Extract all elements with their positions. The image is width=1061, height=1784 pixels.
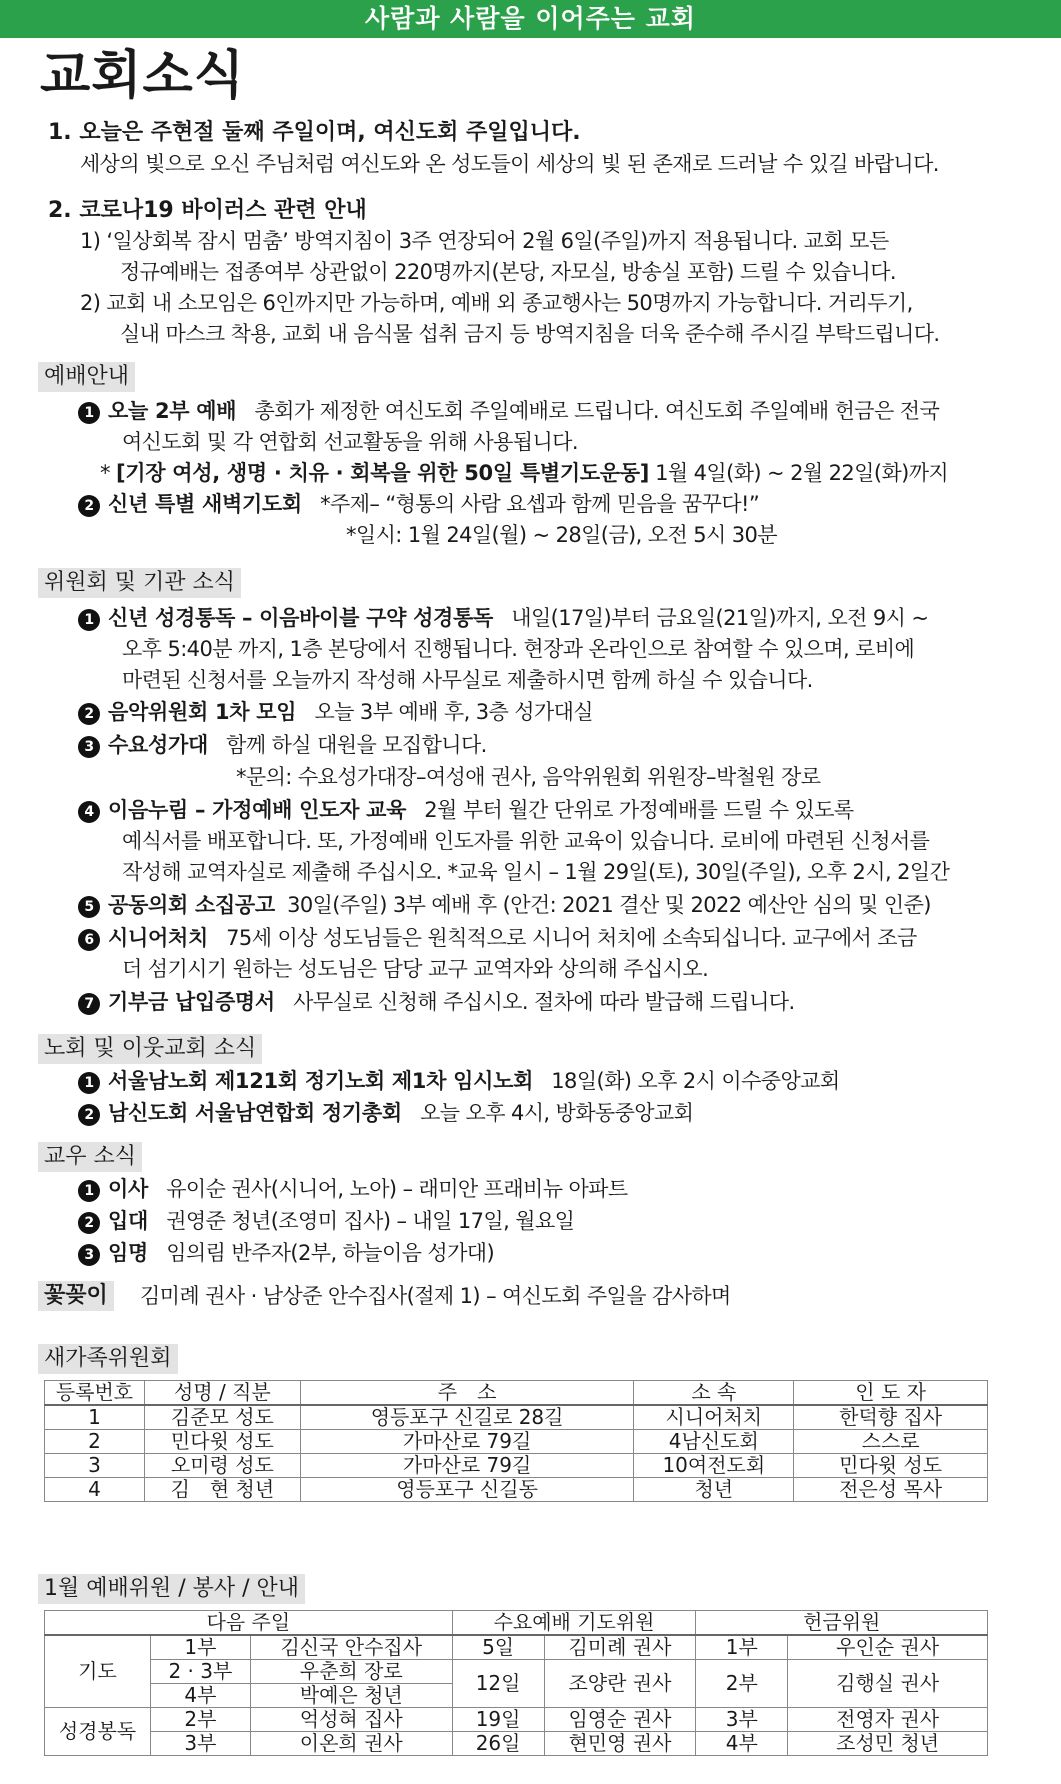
table-header-row [45, 1381, 988, 1406]
item-text: 함께 하실 대원을 모집합니다. [226, 733, 487, 757]
item-text: 사무실로 신청해 주십시오. 절차에 따라 발급해 드립니다. [293, 990, 795, 1014]
item-text: 오늘 3부 예배 후, 3층 성가대실 [314, 700, 593, 724]
members-heading: 교우 소식 [38, 1142, 142, 1172]
presbytery-item-1 [78, 1066, 840, 1097]
star-mark: * [100, 461, 116, 485]
cell: 10여전도회 [634, 1454, 794, 1478]
notice-number: 1. [48, 120, 72, 145]
worship-heading: 예배안내 [38, 362, 135, 392]
notice-1-line: 세상의 빛으로 오신 주님처럼 여신도와 온 성도들이 세상의 빛 된 존재로 드러날 수 있길 바랍니다. [80, 152, 939, 176]
notice-2-line: 정규예배는 접종여부 상관없이 220명까지(본당, 자모실, 방송실 포함) 드릴 수 있습니다. [120, 260, 897, 284]
cell: 1 [45, 1405, 145, 1430]
row-label-prayer: 기도 [45, 1635, 151, 1708]
col-header-next-sunday: 다음 주일 [45, 1611, 453, 1636]
page-title: 교회소식 [40, 45, 245, 106]
committee-item-cont: 예식서를 배포합니다. 또, 가정예배 인도자를 위한 교육이 있습니다. 로비에 마련된 신청서를 [122, 829, 930, 853]
col-header: 성명 / 직분 [144, 1381, 300, 1406]
committee-item-6 [78, 923, 917, 954]
members-item-3 [78, 1238, 494, 1269]
item-text: 30일(주일) 3부 예배 후 (안건: 2021 결산 및 2022 예산안 심의 및 인준) [287, 893, 931, 917]
item-text: *주제– “형통의 사람 요셉과 함께 믿음을 꿈꾸다!” [320, 492, 760, 516]
cell: 현민영 권사 [544, 1732, 696, 1756]
cell: 가마산로 79길 [300, 1430, 634, 1454]
item-title: 입대 [108, 1209, 148, 1233]
members-item-1 [78, 1174, 628, 1205]
cell: 김신국 안수집사 [250, 1635, 452, 1660]
col-header: 인 도 자 [794, 1381, 988, 1406]
number-mark: 7 [78, 993, 100, 1015]
cell: 우춘희 장로 [250, 1660, 452, 1684]
cell: 4부 [696, 1732, 788, 1756]
committee-item-4 [78, 795, 854, 826]
number-mark: 3 [78, 736, 100, 758]
cell: 김행실 권사 [788, 1660, 988, 1708]
presbytery-heading: 노회 및 이웃교회 소식 [38, 1034, 262, 1064]
worship-item-2 [78, 489, 759, 520]
number-mark: 2 [78, 703, 100, 725]
worship-item-cont: 여신도회 및 각 연합회 선교활동을 위해 사용됩니다. [122, 430, 578, 454]
committee-item-3 [78, 730, 487, 761]
cell: 2부 [696, 1660, 788, 1708]
worship-item-1 [78, 396, 939, 427]
notice-title-text: 오늘은 주현절 둘째 주일이며, 여신도회 주일입니다. [79, 120, 581, 145]
presbytery-item-2 [78, 1098, 693, 1129]
item-text: 유이순 권사(시니어, 노아) – 래미안 프래비뉴 아파트 [166, 1177, 628, 1201]
notice-2-title [48, 196, 367, 226]
number-mark: 1 [78, 1072, 100, 1094]
table-row [45, 1454, 988, 1478]
cell: 전은성 목사 [794, 1478, 988, 1502]
item-text: 임의림 반주자(2부, 하늘이음 성가대) [166, 1241, 495, 1265]
item-title: 이사 [108, 1177, 148, 1201]
item-title: 이음누림 – 가정예배 인도자 교육 [108, 798, 407, 822]
cell: 민다윗 성도 [144, 1430, 300, 1454]
item-text: 내일(17일)부터 금요일(21일)까지, 오전 9시 ~ [511, 606, 929, 630]
cell: 12일 [452, 1660, 544, 1708]
cell: 1부 [150, 1635, 250, 1660]
cell: 조양란 권사 [544, 1660, 696, 1708]
cell: 우인순 권사 [788, 1635, 988, 1660]
committee-heading: 위원회 및 기관 소식 [38, 568, 241, 598]
cell: 김 현 청년 [144, 1478, 300, 1502]
table-row [45, 1405, 988, 1430]
col-header-wednesday: 수요예배 기도위원 [452, 1611, 696, 1636]
notice-number: 2. [48, 198, 72, 223]
table-row [45, 1708, 988, 1732]
worship-special-prayer [100, 458, 948, 489]
cell: 3부 [150, 1732, 250, 1756]
committee-item-cont: *문의: 수요성가대장–여성애 권사, 음악위원회 위원장–박철원 장로 [236, 765, 821, 789]
item-title: 남신도회 서울남연합회 정기총회 [108, 1101, 402, 1125]
notice-2-line: 1) ‘일상회복 잠시 멈춤’ 방역지침이 3주 연장되어 2월 6일(주일)까지 적용됩니다. 교회 모든 [80, 229, 889, 253]
number-mark: 1 [78, 609, 100, 631]
cell: 조성민 청년 [788, 1732, 988, 1756]
cell: 3부 [696, 1708, 788, 1732]
cell: 2 · 3부 [150, 1660, 250, 1684]
cell: 1부 [696, 1635, 788, 1660]
item-text: 75세 이상 성도님들은 원칙적으로 시니어 처치에 소속되십니다. 교구에서 조금 [226, 926, 917, 950]
number-mark: 5 [78, 896, 100, 918]
committee-item-7 [78, 987, 795, 1018]
item-text: 총회가 제정한 여신도회 주일예배로 드립니다. 여신도회 주일예배 헌금은 전국 [254, 399, 940, 423]
cell: 영등포구 신길로 28길 [300, 1405, 634, 1430]
cell: 박예은 청년 [250, 1684, 452, 1708]
item-title: 오늘 2부 예배 [108, 399, 237, 423]
cell: 5일 [452, 1635, 544, 1660]
cell: 시니어처치 [634, 1405, 794, 1430]
cell: 19일 [452, 1708, 544, 1732]
committee-item-cont: 오후 5:40분 까지, 1층 본당에서 진행됩니다. 현장과 온라인으로 참여할 수 있으며, 로비에 [122, 637, 915, 661]
number-mark: 3 [78, 1244, 100, 1266]
cell: 3 [45, 1454, 145, 1478]
committee-item-cont: 더 섬기시기 원하는 성도님은 담당 교구 교역자와 상의해 주십시오. [122, 957, 709, 981]
table-row [45, 1732, 988, 1756]
cell: 청년 [634, 1478, 794, 1502]
cell: 스스로 [794, 1430, 988, 1454]
notice-1-title [48, 118, 581, 148]
table-row [45, 1478, 988, 1502]
january-heading: 1월 예배위원 / 봉사 / 안내 [38, 1574, 305, 1604]
col-header-offering: 헌금위원 [696, 1611, 988, 1636]
number-mark: 2 [78, 1212, 100, 1234]
flowers-text: 김미례 권사 · 남상준 안수집사(절제 1) – 여신도회 주일을 감사하며 [140, 1284, 731, 1308]
item-title: 서울남노회 제121회 정기노회 제1차 임시노회 [108, 1069, 534, 1093]
item-title: 공동의회 소집공고 [108, 893, 275, 917]
cell: 억성혀 집사 [250, 1708, 452, 1732]
item-text: 2월 부터 월간 단위로 가정예배를 드릴 수 있도록 [424, 798, 854, 822]
table-row [45, 1635, 988, 1660]
cell: 임영순 권사 [544, 1708, 696, 1732]
new-family-heading: 새가족위원회 [38, 1344, 178, 1374]
cell: 2부 [150, 1708, 250, 1732]
header-banner: 사람과 사람을 이어주는 교회 [0, 0, 1061, 38]
number-mark: 1 [78, 402, 100, 424]
committee-item-cont: 작성해 교역자실로 제출해 주십시오. *교육 일시 – 1월 29일(토), 30일(주일), 오후 2시, 2일간 [122, 860, 950, 884]
cell: 26일 [452, 1732, 544, 1756]
item-text: 18일(화) 오후 2시 이수중앙교회 [551, 1069, 840, 1093]
committee-item-2 [78, 697, 593, 728]
item-text: 오늘 오후 4시, 방화동중앙교회 [420, 1101, 694, 1125]
table-row [45, 1660, 988, 1684]
cell: 이온희 권사 [250, 1732, 452, 1756]
cell: 김미례 권사 [544, 1635, 696, 1660]
item-title: 음악위원회 1차 모임 [108, 700, 297, 724]
members-item-2 [78, 1206, 574, 1237]
cell: 가마산로 79길 [300, 1454, 634, 1478]
cell: 4 [45, 1478, 145, 1502]
item-title: 신년 성경통독 – 이음바이블 구약 성경통독 [108, 606, 494, 630]
cell: 2 [45, 1430, 145, 1454]
committee-item-cont: 마련된 신청서를 오늘까지 작성해 사무실로 제출하시면 함께 하실 수 있습니다. [122, 668, 813, 692]
cell: 한덕향 집사 [794, 1405, 988, 1430]
item-title: 수요성가대 [108, 733, 208, 757]
number-mark: 4 [78, 801, 100, 823]
col-header: 주 소 [300, 1381, 634, 1406]
notice-title-text: 코로나19 바이러스 관련 안내 [79, 198, 367, 223]
item-text: 권영준 청년(조영미 집사) – 내일 17일, 월요일 [166, 1209, 575, 1233]
cell: 김준모 성도 [144, 1405, 300, 1430]
january-table [44, 1610, 988, 1756]
cell: 4남신도회 [634, 1430, 794, 1454]
number-mark: 2 [78, 495, 100, 517]
number-mark: 6 [78, 929, 100, 951]
table-row [45, 1430, 988, 1454]
number-mark: 1 [78, 1180, 100, 1202]
item-title: [기장 여성, 생명 · 치유 · 회복을 위한 50일 특별기도운동] [115, 461, 650, 485]
table-header-row [45, 1611, 988, 1636]
committee-item-1 [78, 603, 928, 634]
cell: 민다윗 성도 [794, 1454, 988, 1478]
col-header: 등록번호 [45, 1381, 145, 1406]
notice-2-line: 실내 마스크 착용, 교회 내 음식물 섭취 금지 등 방역지침을 더욱 준수해 주시길 부탁드립니다. [120, 322, 940, 346]
number-mark: 2 [78, 1104, 100, 1126]
cell: 전영자 권사 [788, 1708, 988, 1732]
row-label-bible-reading: 성경봉독 [45, 1708, 151, 1756]
new-family-table [44, 1380, 988, 1502]
cell: 4부 [150, 1684, 250, 1708]
col-header: 소 속 [634, 1381, 794, 1406]
cell: 영등포구 신길동 [300, 1478, 634, 1502]
notice-2-line: 2) 교회 내 소모임은 6인까지만 가능하며, 예배 외 종교행사는 50명까지 가능합니다. 거리두기, [80, 291, 913, 315]
worship-item-cont: *일시: 1월 24일(월) ~ 28일(금), 오전 5시 30분 [346, 523, 777, 547]
flowers-label: 꽃꽂이 [38, 1281, 114, 1311]
item-title: 시니어처치 [108, 926, 208, 950]
item-title: 신년 특별 새벽기도회 [108, 492, 302, 516]
item-title: 기부금 납입증명서 [108, 990, 275, 1014]
cell: 오미령 성도 [144, 1454, 300, 1478]
committee-item-5 [78, 890, 931, 921]
item-text: 1월 4일(화) ~ 2월 22일(화)까지 [649, 461, 949, 485]
item-title: 임명 [108, 1241, 148, 1265]
